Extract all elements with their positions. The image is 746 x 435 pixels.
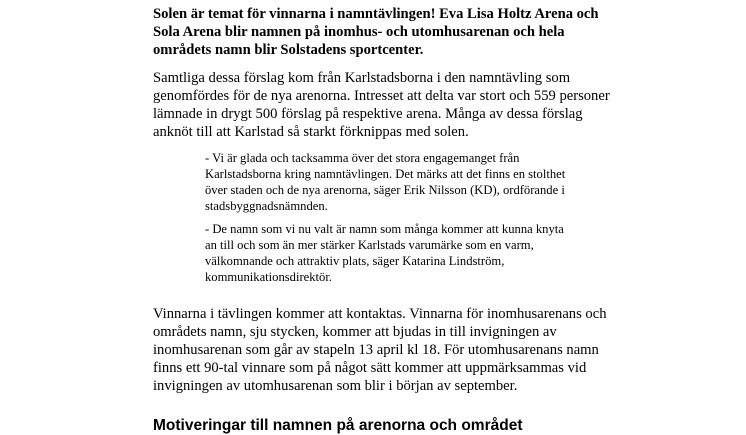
document-page <box>153 5 623 435</box>
body-paragraph: Samtliga dessa förslag kom från Karlstadsborna i den namntävling som genomfördes för de nya arenorna. Intresset att delta var stort och 559 personer lämnade in drygt 500 förslag på respektive arena. Många av dessa förslag anknöt till att Karlstad så starkt förknippas med solen. <box>153 70 610 140</box>
lead-paragraph: Solen är temat för vinnarna i namntävlingen! Eva Lisa Holtz Arena och Sola Arena blir namnen på inomhus- och utomhusarenan och hela områdets namn blir Solstadens sportcenter. <box>153 6 599 58</box>
quote-katarina-lindstrom: - De namn som vi nu valt är namn som många kommer att kunna knyta an till och som än mer stärker Karlstads varumärke som en varm, välkomnande och attraktiv plats, säger Katarina Lindström, kommunikationsdirektör. <box>205 222 564 284</box>
section-heading: Motiveringar till namnen på arenorna och området <box>153 417 523 434</box>
quote-erik-nilsson: - Vi är glada och tacksamma över det stora engagemanget från Karlstadsborna kring namntävlingen. Det märks att det finns en stolthet över staden och de nya arenorna, säger Erik Nilsson (KD), ordförande i stadsbyggnadsnämnden. <box>205 151 566 213</box>
body-paragraph-winners: Vinnarna i tävlingen kommer att kontaktas. Vinnarna för inomhusarenans och områdets namn, sju stycken, kommer att bjudas in till invigningen av inomhusarenan som går av stapeln 13 april kl 18. För utomhusarenans namn finns ett 90-tal vinnare som på något sätt kommer att uppmärksammas vid invigningen av utomhusarenan som blir i början av september. <box>153 306 607 394</box>
